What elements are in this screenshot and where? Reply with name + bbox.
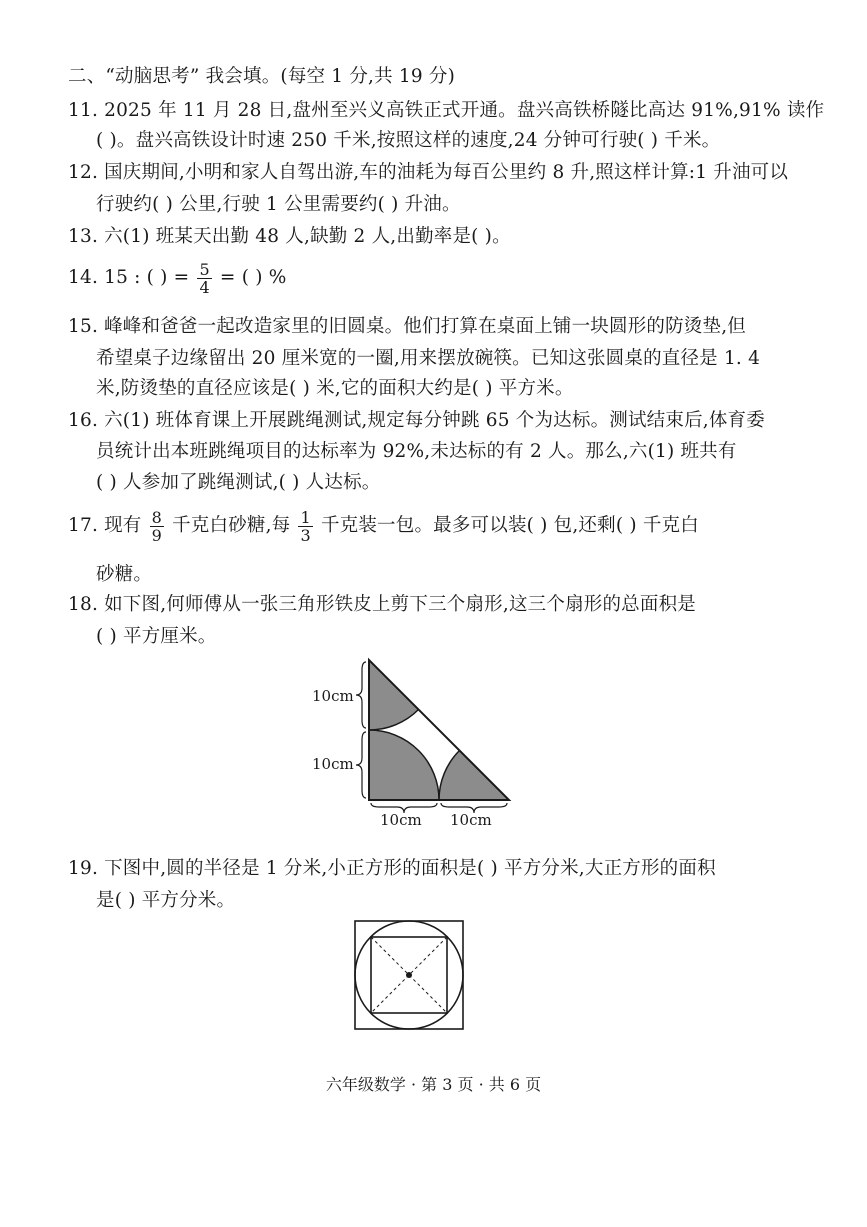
question-13: 13. 六(1) 班某天出勤 48 人,缺勤 2 人,出勤率是( )。 bbox=[68, 226, 511, 247]
question-12-line-1: 12. 国庆期间,小明和家人自驾出游,车的油耗为每百公里约 8 升,照这样计算:1 升油可以 bbox=[68, 162, 789, 183]
circle-squares-figure bbox=[350, 916, 470, 1036]
fraction-numerator: 8 bbox=[151, 507, 162, 527]
question-17-middle: 千克白砂糖,每 bbox=[172, 515, 291, 536]
section-title: 二、“动脑思考” 我会填。(每空 1 分,共 19 分) bbox=[68, 66, 456, 87]
question-18-line-2: ( ) 平方厘米。 bbox=[96, 626, 217, 647]
question-17-prefix: 17. 现有 bbox=[68, 515, 142, 536]
question-17-line-1 bbox=[68, 506, 699, 546]
bottom-right-sector bbox=[439, 751, 509, 801]
label-left-top: 10cm bbox=[312, 687, 354, 705]
question-15-line-2: 希望桌子边缘留出 20 厘米宽的一圈,用来摆放碗筷。已知这张圆桌的直径是 1. 4 bbox=[96, 348, 761, 369]
question-15-line-3: 米,防烫垫的直径应该是( ) 米,它的面积大约是( ) 平方米。 bbox=[96, 378, 574, 399]
fraction-eight-ninths bbox=[150, 509, 164, 544]
fraction-denominator: 4 bbox=[199, 277, 210, 297]
label-bottom-left: 10cm bbox=[380, 811, 422, 829]
question-19-line-2: 是( ) 平方分米。 bbox=[96, 890, 236, 911]
question-19-line-1: 19. 下图中,圆的半径是 1 分米,小正方形的面积是( ) 平方分米,大正方形的面积 bbox=[68, 858, 716, 879]
center-point bbox=[406, 972, 412, 978]
label-bottom-right: 10cm bbox=[450, 811, 492, 829]
fraction-one-third bbox=[298, 509, 312, 544]
label-left-bottom: 10cm bbox=[312, 755, 354, 773]
triangle-sectors-figure bbox=[300, 650, 540, 840]
bottom-left-sector bbox=[369, 730, 439, 800]
question-16-line-2: 员统计出本班跳绳项目的达标率为 92%,未达标的有 2 人。那么,六(1) 班共有 bbox=[96, 441, 737, 462]
question-11-line-1: 11. 2025 年 11 月 28 日,盘州至兴义高铁正式开通。盘兴高铁桥隧比高达 91%,91% 读作 bbox=[68, 100, 825, 121]
brace-left-top bbox=[356, 662, 366, 728]
question-12-line-2: 行驶约( ) 公里,行驶 1 公里需要约( ) 升油。 bbox=[96, 194, 461, 215]
question-17-line-2: 砂糖。 bbox=[96, 564, 153, 585]
question-16-line-3: ( ) 人参加了跳绳测试,( ) 人达标。 bbox=[96, 472, 381, 493]
fraction-denominator: 9 bbox=[151, 525, 162, 545]
fraction-numerator: 1 bbox=[300, 507, 311, 527]
question-14-suffix: = ( ) % bbox=[219, 267, 287, 288]
question-14-prefix: 14. 15 : ( ) = bbox=[68, 267, 190, 288]
question-15-line-1: 15. 峰峰和爸爸一起改造家里的旧圆桌。他们打算在桌面上铺一块圆形的防烫垫,但 bbox=[68, 316, 746, 337]
fraction-denominator: 3 bbox=[300, 525, 311, 545]
fraction-five-fourths bbox=[197, 261, 211, 296]
top-sector bbox=[369, 660, 419, 730]
brace-left-bottom bbox=[356, 732, 366, 798]
fraction-numerator: 5 bbox=[199, 259, 210, 279]
question-14 bbox=[68, 258, 286, 298]
question-16-line-1: 16. 六(1) 班体育课上开展跳绳测试,规定每分钟跳 65 个为达标。测试结束后,体育委 bbox=[68, 410, 765, 431]
page-footer: 六年级数学 · 第 3 页 · 共 6 页 bbox=[325, 1075, 542, 1094]
question-18-line-1: 18. 如下图,何师傅从一张三角形铁皮上剪下三个扇形,这三个扇形的总面积是 bbox=[68, 594, 696, 615]
question-17-suffix: 千克装一包。最多可以装( ) 包,还剩( ) 千克白 bbox=[320, 515, 699, 536]
question-11-line-2: ( )。盘兴高铁设计时速 250 千米,按照这样的速度,24 分钟可行驶( ) 千米。 bbox=[96, 130, 721, 151]
